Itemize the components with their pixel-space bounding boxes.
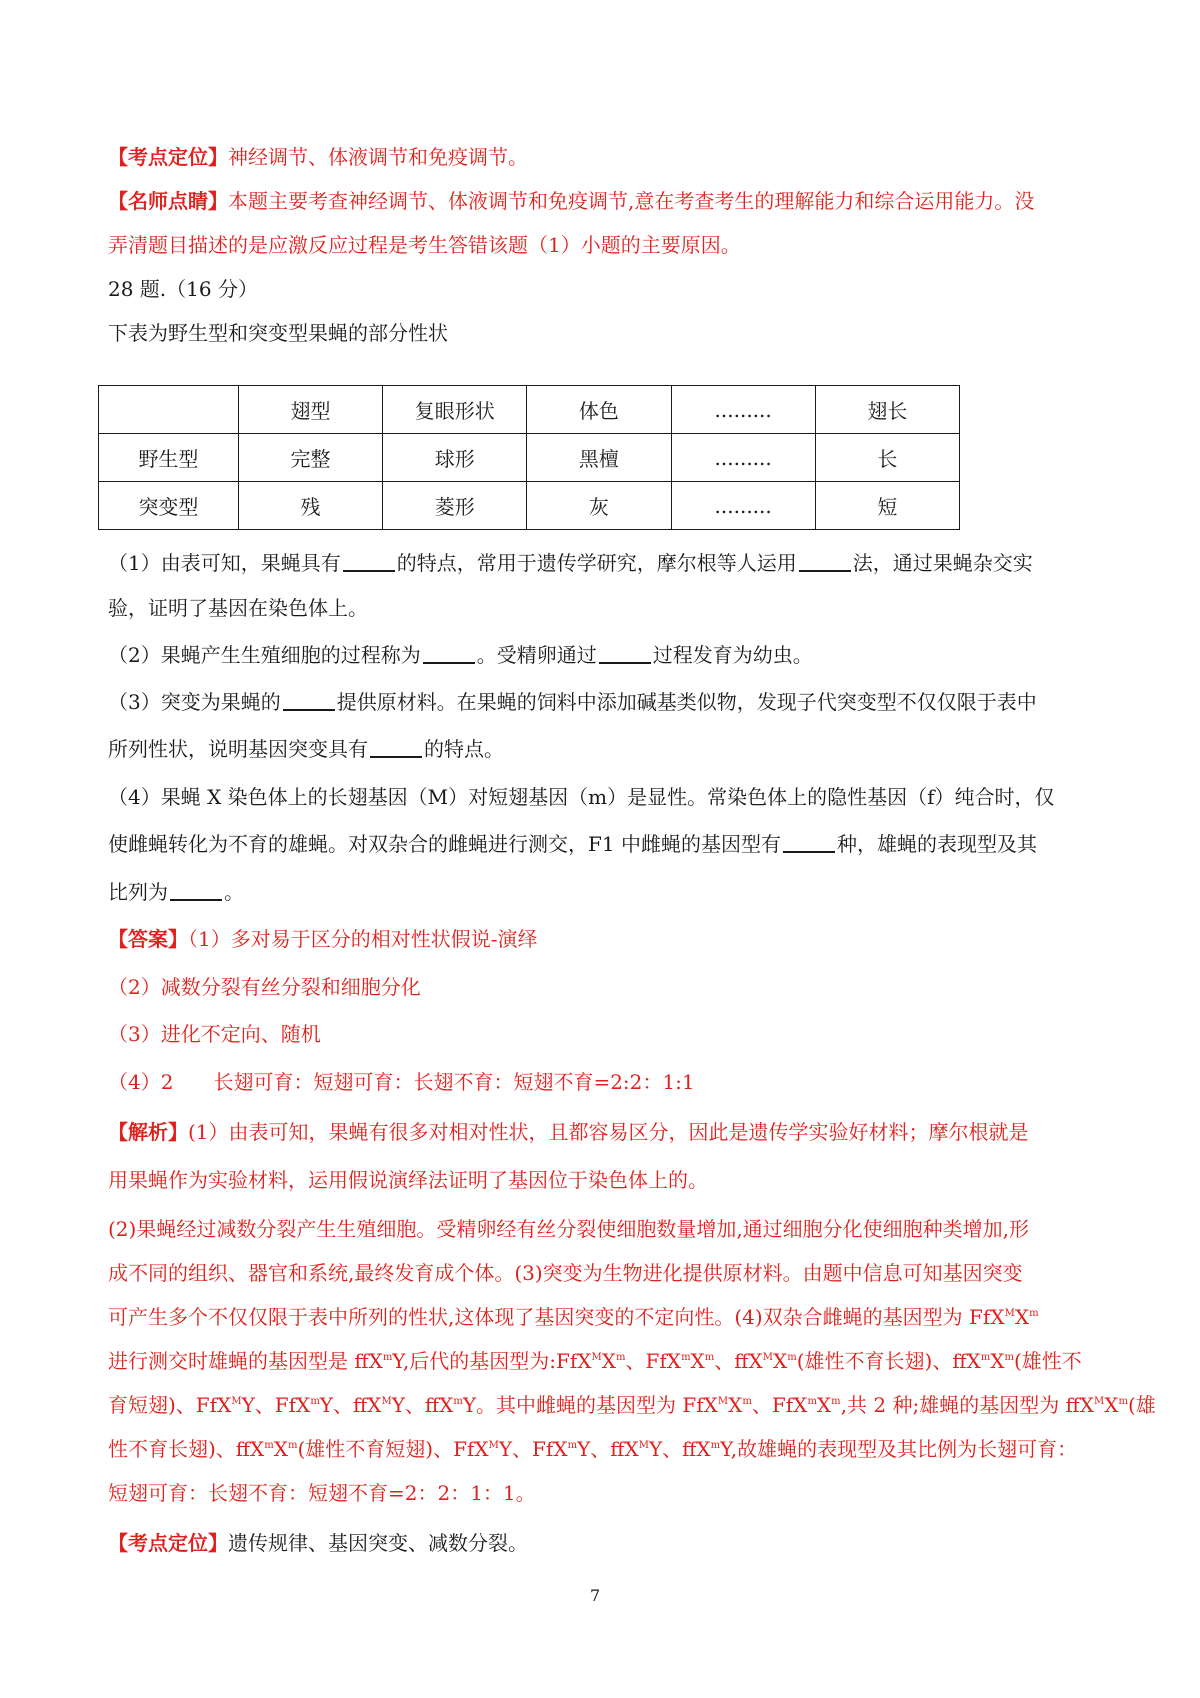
answer-blank bbox=[799, 552, 851, 572]
table-caption: 下表为野生型和突变型果蝇的部分性状 bbox=[108, 321, 448, 345]
sup: m bbox=[787, 1352, 797, 1363]
q4-text-a: 使雌蝇转化为不育的雄蝇。对双杂合的雌蝇进行测交，F1 中雌蝇的基因型有 bbox=[108, 832, 781, 856]
analysis-7-k: (雄 bbox=[1127, 1393, 1156, 1417]
sup: M bbox=[717, 1396, 729, 1407]
sup: m bbox=[1029, 1308, 1039, 1319]
page-number: 7 bbox=[590, 1586, 601, 1605]
table-header-cell: ......... bbox=[671, 386, 815, 434]
sup: m bbox=[382, 1352, 393, 1363]
analysis-7-d: Y、ffX bbox=[391, 1393, 454, 1417]
table-header-cell bbox=[99, 386, 239, 434]
q3-text-d: 的特点。 bbox=[424, 737, 504, 761]
analysis-7-j: X bbox=[1104, 1393, 1119, 1417]
analysis-8-a: 性不育长翅)、ffX bbox=[108, 1437, 265, 1461]
sup: M bbox=[1004, 1308, 1015, 1319]
analysis-7-i: ,共 2 种;雄蝇的基因型为 ffX bbox=[840, 1393, 1094, 1417]
sup: m bbox=[1118, 1396, 1128, 1407]
table-cell: 残 bbox=[238, 482, 382, 530]
q4-line-3 bbox=[108, 880, 1108, 904]
table-cell: 短 bbox=[815, 482, 959, 530]
sup: m bbox=[287, 1440, 298, 1451]
analysis-8-f: Y、ffX bbox=[648, 1437, 711, 1461]
sup: M bbox=[638, 1440, 649, 1451]
sup: M bbox=[591, 1352, 602, 1363]
analysis-7-h: X bbox=[816, 1393, 832, 1417]
analysis-text-1: (1）由表可知，果蝇有很多对相对性状，且都容易区分，因此是遗传学实验好材料；摩尔根就是 bbox=[188, 1120, 1029, 1144]
sup: m bbox=[616, 1352, 626, 1363]
sup: m bbox=[1004, 1352, 1014, 1363]
question-header: 28 题.（16 分） bbox=[108, 277, 258, 301]
table-cell: 突变型 bbox=[99, 482, 239, 530]
answer-blank bbox=[170, 881, 222, 901]
analysis-8-d: Y、FfX bbox=[498, 1437, 568, 1461]
table-cell: 球形 bbox=[383, 434, 527, 482]
analysis-line-3: (2)果蝇经过减数分裂产生生殖细胞。受精卵经有丝分裂使细胞数量增加,通过细胞分化使细胞种类增加,形 bbox=[108, 1217, 1030, 1241]
analysis-7-f: X bbox=[728, 1393, 743, 1417]
analysis-line-2: 用果蝇作为实验材料，运用假说演绎法证明了基因位于染色体上的。 bbox=[108, 1168, 708, 1192]
table-cell: ......... bbox=[671, 434, 815, 482]
table-header-row bbox=[99, 386, 960, 434]
sup: m bbox=[831, 1396, 841, 1407]
analysis-7-e: Y。其中雌蝇的基因型为 FfX bbox=[462, 1393, 718, 1417]
sup: m bbox=[681, 1352, 691, 1363]
table-cell: 菱形 bbox=[383, 482, 527, 530]
answer-text-1: （1）多对易于区分的相对性状假说-演绎 bbox=[188, 927, 538, 951]
q4-text-d: 。 bbox=[224, 880, 244, 904]
analysis-8-g: Y,故雄蝇的表现型及其比例为长翅可育： bbox=[720, 1437, 1078, 1461]
sup: M bbox=[1094, 1396, 1105, 1407]
analysis-tag: 【解析】 bbox=[108, 1120, 188, 1144]
kaodian-2 bbox=[108, 1531, 1108, 1555]
analysis-6-j: (雄性不 bbox=[1014, 1349, 1082, 1373]
q1-line-1 bbox=[108, 551, 1108, 575]
sup: M bbox=[762, 1352, 773, 1363]
q2-line bbox=[108, 643, 1108, 667]
table-row bbox=[99, 434, 960, 482]
sup: M bbox=[381, 1396, 392, 1407]
answer-line-3: （3）进化不定向、随机 bbox=[108, 1022, 321, 1046]
q3-line-2 bbox=[108, 737, 1108, 761]
table-cell: 灰 bbox=[527, 482, 671, 530]
q4-line-1: （4）果蝇 X 染色体上的长翅基因（M）对短翅基因（m）是显性。常染色体上的隐性基因（f）纯合时，仅 bbox=[108, 785, 1055, 809]
sup: m bbox=[980, 1352, 991, 1363]
table-cell: 完整 bbox=[238, 434, 382, 482]
mingshi-line-2: 弄清题目描述的是应激反应过程是考生答错该题（1）小题的主要原因。 bbox=[108, 233, 741, 257]
q1-text-b: 的特点，常用于遗传学研究，摩尔根等人运用 bbox=[396, 551, 797, 575]
answer-blank bbox=[343, 552, 395, 572]
q3-text-c: 所列性状，说明基因突变具有 bbox=[108, 737, 368, 761]
analysis-line-5 bbox=[108, 1305, 1108, 1329]
analysis-7-c: Y、ffX bbox=[319, 1393, 382, 1417]
q1-text-c: 法，通过果蝇杂交实 bbox=[852, 551, 1033, 575]
analysis-8-b: X bbox=[273, 1437, 288, 1461]
analysis-line-7 bbox=[108, 1393, 1156, 1417]
analysis-6-e: X bbox=[690, 1349, 705, 1373]
answer-blank bbox=[283, 691, 335, 711]
analysis-line-9: 短翅可育：长翅不育：短翅不育=2：2：1：1。 bbox=[108, 1481, 536, 1505]
kaodian-2-tag: 【考点定位】 bbox=[108, 1531, 228, 1555]
sup: m bbox=[310, 1396, 320, 1407]
analysis-line-8 bbox=[108, 1437, 1108, 1461]
sup: M bbox=[231, 1396, 242, 1407]
q3-text-a: （3）突变为果蝇的 bbox=[108, 690, 281, 714]
sup: m bbox=[453, 1396, 463, 1407]
answer-blank bbox=[423, 644, 475, 664]
analysis-6-i: X bbox=[990, 1349, 1005, 1373]
answer-blank bbox=[370, 738, 422, 758]
analysis-6-g: X bbox=[772, 1349, 788, 1373]
answer-line-2: （2）减数分裂有丝分裂和细胞分化 bbox=[108, 975, 421, 999]
analysis-7-a: 育短翅)、FfX bbox=[108, 1393, 232, 1417]
analysis-6-c: X bbox=[601, 1349, 617, 1373]
kaodian-1-tag: 【考点定位】 bbox=[108, 145, 228, 169]
analysis-5-b: X bbox=[1014, 1305, 1030, 1329]
sup: m bbox=[567, 1440, 578, 1451]
analysis-line-1 bbox=[108, 1120, 1108, 1144]
sup: m bbox=[807, 1396, 817, 1407]
mingshi-text-1: 本题主要考查神经调节、体液调节和免疫调节,意在考查考生的理解能力和综合运用能力。没 bbox=[228, 189, 1035, 213]
q1-text-a: （1）由表可知，果蝇具有 bbox=[108, 551, 341, 575]
analysis-6-a: 进行测交时雄蝇的基因型是 ffX bbox=[108, 1349, 383, 1373]
table-header-cell: 翅型 bbox=[238, 386, 382, 434]
mingshi-line-1 bbox=[108, 189, 1108, 213]
q3-text-b: 提供原材料。在果蝇的饲料中添加碱基类似物，发现子代突变型不仅仅限于表中 bbox=[336, 690, 1037, 714]
analysis-6-h: (雄性不育长翅)、ffX bbox=[796, 1349, 981, 1373]
table-cell: 野生型 bbox=[99, 434, 239, 482]
sup: M bbox=[488, 1440, 499, 1451]
kaodian-2-text: 遗传规律、基因突变、减数分裂。 bbox=[228, 1531, 528, 1555]
table-row bbox=[99, 482, 960, 530]
analysis-6-b: Y,后代的基因型为:FfX bbox=[392, 1349, 592, 1373]
answer-blank bbox=[599, 644, 651, 664]
kaodian-1-text: 神经调节、体液调节和免疫调节。 bbox=[228, 145, 528, 169]
sup: m bbox=[742, 1396, 752, 1407]
answer-tag: 【答案】 bbox=[108, 927, 188, 951]
q4-text-b: 种，雄蝇的表现型及其 bbox=[836, 832, 1037, 856]
q1-line-2: 验，证明了基因在染色体上。 bbox=[108, 596, 368, 620]
table-cell: ......... bbox=[671, 482, 815, 530]
q2-text-c: 过程发育为幼虫。 bbox=[652, 643, 813, 667]
analysis-8-e: Y、ffX bbox=[577, 1437, 639, 1461]
q2-text-a: （2）果蝇产生生殖细胞的过程称为 bbox=[108, 643, 421, 667]
table-header-cell: 翅长 bbox=[815, 386, 959, 434]
analysis-8-c: (雄性不育短翅)、FfX bbox=[297, 1437, 489, 1461]
table-cell: 黑檀 bbox=[527, 434, 671, 482]
table-header-cell: 复眼形状 bbox=[383, 386, 527, 434]
sup: m bbox=[704, 1352, 715, 1363]
analysis-line-4: 成不同的组织、器官和系统,最终发育成个体。(3)突变为生物进化提供原材料。由题中信息可知基因突变 bbox=[108, 1261, 1023, 1285]
analysis-7-g: 、FfX bbox=[751, 1393, 808, 1417]
sup: m bbox=[264, 1440, 274, 1451]
analysis-7-b: Y、FfX bbox=[241, 1393, 311, 1417]
answer-blank bbox=[783, 833, 835, 853]
traits-table bbox=[98, 385, 960, 530]
analysis-line-6 bbox=[108, 1349, 1108, 1373]
mingshi-tag: 【名师点睛】 bbox=[108, 189, 228, 213]
analysis-6-f: 、ffX bbox=[714, 1349, 763, 1373]
q2-text-b: 。受精卵通过 bbox=[476, 643, 597, 667]
q4-line-2 bbox=[108, 832, 1108, 856]
analysis-5-a: 可产生多个不仅仅限于表中所列的性状,这体现了基因突变的不定向性。(4)双杂合雌蝇的基因型为 FfX bbox=[108, 1305, 1005, 1329]
analysis-6-d: 、FfX bbox=[625, 1349, 682, 1373]
sup: m bbox=[710, 1440, 721, 1451]
answer-line-1 bbox=[108, 927, 1108, 951]
kaodian-1 bbox=[108, 145, 1108, 169]
table-header-cell: 体色 bbox=[527, 386, 671, 434]
answer-line-4: （4）2 长翅可育：短翅可育：长翅不育：短翅不育=2:2：1:1 bbox=[108, 1070, 695, 1094]
q4-text-c: 比列为 bbox=[108, 880, 168, 904]
q3-line-1 bbox=[108, 690, 1108, 714]
table-cell: 长 bbox=[815, 434, 959, 482]
